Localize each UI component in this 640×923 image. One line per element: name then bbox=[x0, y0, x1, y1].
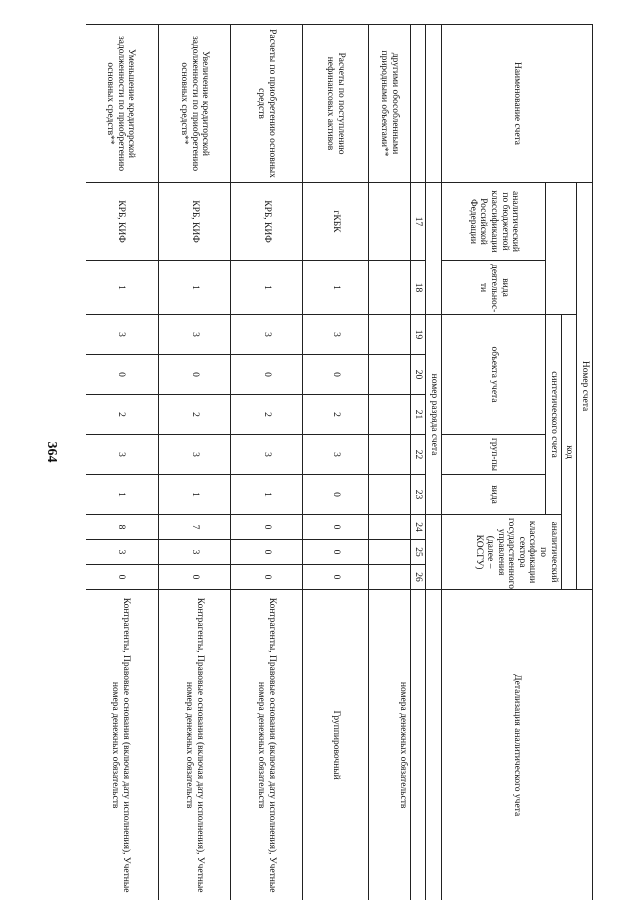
cell: 1 bbox=[158, 261, 230, 315]
cell bbox=[368, 435, 410, 475]
cell: 3 bbox=[86, 315, 158, 355]
cell: КРБ, КИФ bbox=[230, 183, 302, 261]
account-name: Увеличение кредиторской задолженности по приобретению основных средств** bbox=[158, 25, 230, 183]
account-detail: Контрагенты, Правовые основания (включая дату исполнения), Учетные номера денежных обязательств bbox=[230, 590, 302, 900]
account-name: Расчеты по поступлению нефинансовых активов bbox=[302, 25, 368, 183]
cell: 3 bbox=[158, 435, 230, 475]
header-group: груп-пы bbox=[442, 435, 546, 475]
header-digit-number: номер разряда счета bbox=[426, 315, 442, 515]
header-account-name: Наименование счета bbox=[442, 25, 593, 183]
header-empty-name bbox=[426, 25, 442, 183]
cell: 3 bbox=[302, 435, 368, 475]
header-empty-left bbox=[426, 183, 442, 315]
col-number: 17 bbox=[410, 183, 426, 261]
cell: КРБ, КИФ bbox=[86, 183, 158, 261]
cell: 2 bbox=[230, 395, 302, 435]
cell: 2 bbox=[86, 395, 158, 435]
account-detail: Группировочный bbox=[302, 590, 368, 900]
header-activity-type: вида деятельнос-ти bbox=[442, 261, 546, 315]
account-name: Расчеты по приобретению основных средств bbox=[230, 25, 302, 183]
account-table bbox=[86, 24, 593, 900]
cell: 0 bbox=[302, 355, 368, 395]
header-synthetic: синтетического счета bbox=[546, 315, 562, 515]
col-number: 18 bbox=[410, 261, 426, 315]
header-code: код bbox=[561, 315, 577, 590]
cell: 1 bbox=[230, 261, 302, 315]
cell: 0 bbox=[302, 475, 368, 515]
rotated-table-container bbox=[86, 24, 593, 900]
header-blank bbox=[546, 183, 577, 315]
col-number: 24 bbox=[410, 515, 426, 540]
col-number: 21 bbox=[410, 395, 426, 435]
cell: 7 bbox=[158, 515, 230, 540]
cell: гКБК bbox=[302, 183, 368, 261]
cell: 2 bbox=[302, 395, 368, 435]
cell: 8 bbox=[86, 515, 158, 540]
col-number: 25 bbox=[410, 540, 426, 565]
account-name: другими обособленными природными объектами** bbox=[368, 25, 410, 183]
cell: 0 bbox=[86, 565, 158, 590]
cell: 3 bbox=[230, 435, 302, 475]
cell: 0 bbox=[230, 540, 302, 565]
table-rotor bbox=[86, 24, 593, 900]
col-number-blank bbox=[410, 590, 426, 900]
page-number: 364 bbox=[44, 441, 59, 463]
cell bbox=[368, 315, 410, 355]
cell bbox=[368, 261, 410, 315]
col-number: 19 bbox=[410, 315, 426, 355]
cell: 1 bbox=[86, 261, 158, 315]
header-detail: Детализация аналитического учета bbox=[442, 590, 593, 900]
account-detail: номера денежных обязательств bbox=[368, 590, 410, 900]
cell bbox=[368, 355, 410, 395]
cell: 0 bbox=[302, 565, 368, 590]
cell: 3 bbox=[302, 315, 368, 355]
cell: 3 bbox=[230, 315, 302, 355]
cell bbox=[368, 183, 410, 261]
table-row bbox=[302, 25, 368, 901]
cell: 3 bbox=[158, 540, 230, 565]
cell bbox=[368, 565, 410, 590]
cell: 3 bbox=[158, 315, 230, 355]
col-number: 26 bbox=[410, 565, 426, 590]
header-empty-right bbox=[426, 515, 442, 590]
col-number-blank bbox=[410, 25, 426, 183]
header-kosgu: аналитический по классификации сектора государственного управления (далее – КОСГУ) bbox=[442, 515, 562, 590]
cell: 1 bbox=[158, 475, 230, 515]
cell: 0 bbox=[302, 540, 368, 565]
cell bbox=[368, 540, 410, 565]
account-detail: Контрагенты, Правовые основания (включая дату исполнения), Учетные номера денежных обязательств bbox=[158, 590, 230, 900]
table-row bbox=[230, 25, 302, 901]
cell: 0 bbox=[302, 515, 368, 540]
cell: 1 bbox=[86, 475, 158, 515]
cell: КРБ, КИФ bbox=[158, 183, 230, 261]
cell: 0 bbox=[86, 355, 158, 395]
cell: 3 bbox=[86, 540, 158, 565]
header-account-number: Номер счета bbox=[577, 183, 593, 590]
header-budget-classification: аналитический по бюджетной классификации Российской Федерации bbox=[442, 183, 546, 261]
col-number: 20 bbox=[410, 355, 426, 395]
col-number: 22 bbox=[410, 435, 426, 475]
account-name: Уменьшение кредиторской задолженности по приобретению основных средств** bbox=[86, 25, 158, 183]
cell bbox=[368, 515, 410, 540]
cell bbox=[368, 475, 410, 515]
col-number: 23 bbox=[410, 475, 426, 515]
cell: 3 bbox=[86, 435, 158, 475]
cell: 0 bbox=[158, 565, 230, 590]
cell: 1 bbox=[302, 261, 368, 315]
cell: 0 bbox=[230, 515, 302, 540]
table-row bbox=[86, 25, 158, 901]
header-account-object: объекта учета bbox=[442, 315, 546, 435]
table-row bbox=[158, 25, 230, 901]
header-kind: вида bbox=[442, 475, 546, 515]
cell: 0 bbox=[230, 355, 302, 395]
table-row bbox=[368, 25, 410, 901]
account-detail: Контрагенты, Правовые основания (включая дату исполнения), Учетные номера денежных обязательств bbox=[86, 590, 158, 900]
cell: 0 bbox=[230, 565, 302, 590]
header-empty-detail bbox=[426, 590, 442, 900]
cell: 2 bbox=[158, 395, 230, 435]
cell: 0 bbox=[158, 355, 230, 395]
cell bbox=[368, 395, 410, 435]
cell: 1 bbox=[230, 475, 302, 515]
